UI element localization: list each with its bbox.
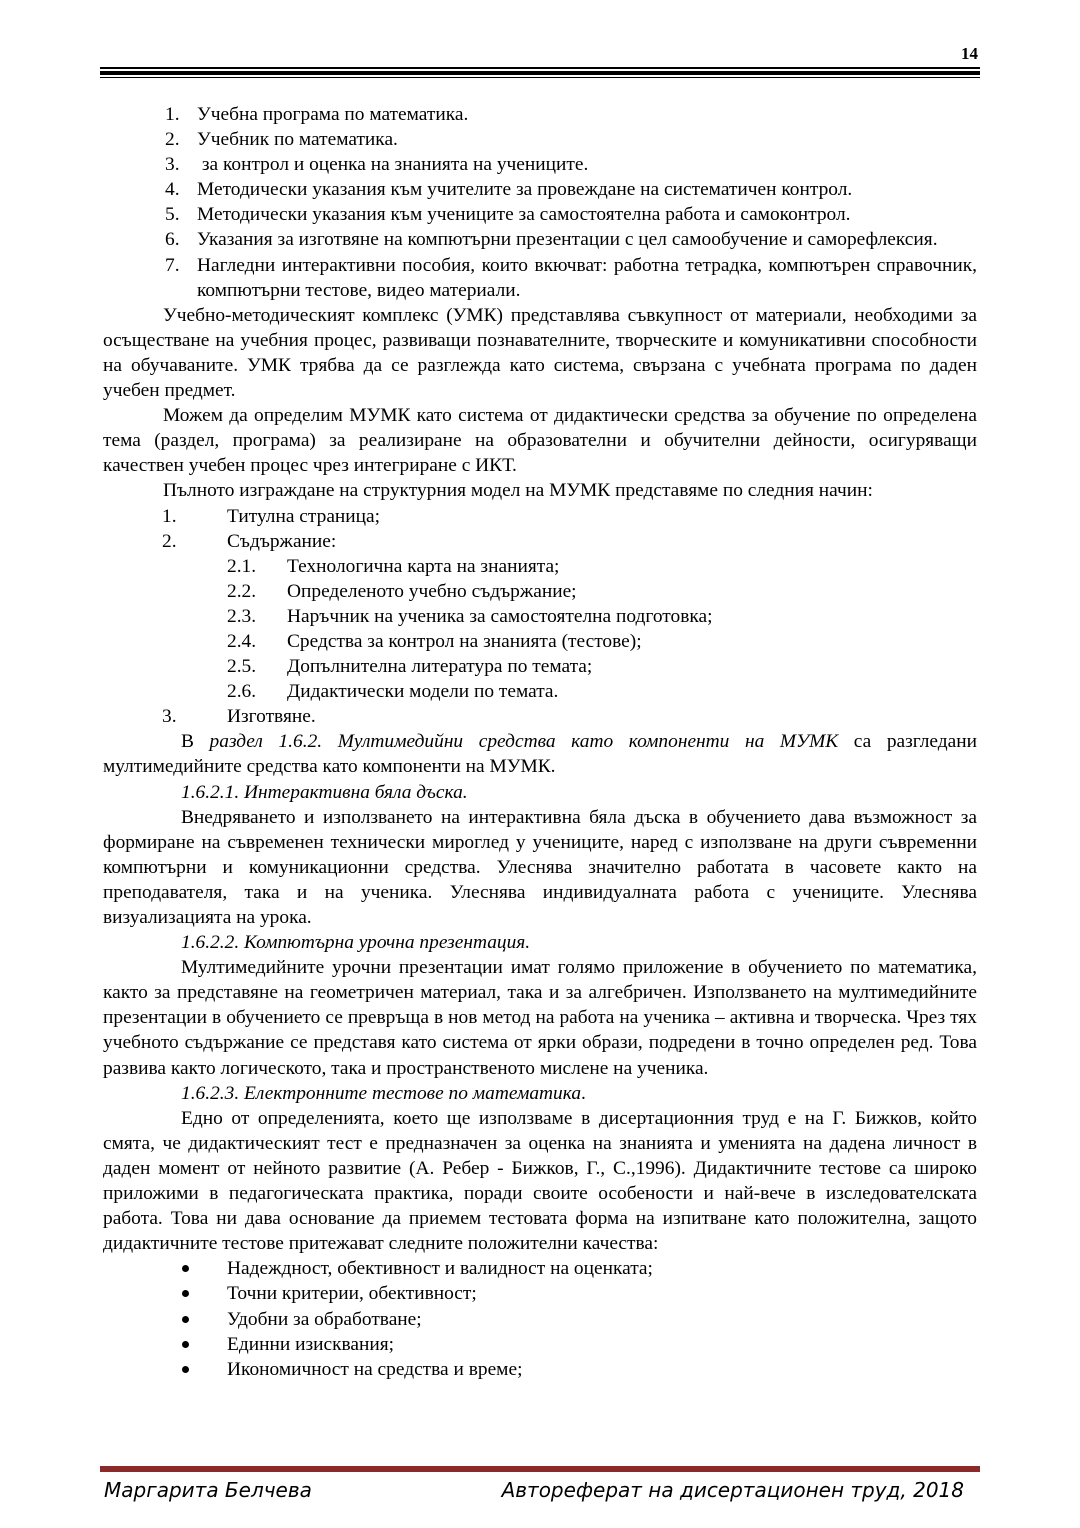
list-item: 6. Указания за изготвяне на компютърни презентации с цел самообучение и саморефлексия.	[165, 229, 938, 251]
header-rule	[100, 77, 980, 78]
paragraph-board: Внедряването и използването на интерактивна бяла дъска в обучението дава възможност за формиране на съвременен технически мироглед у учениците, наред с използване на други съвременни компютърни и комуникационни средства. Улеснява значително работата в часовете както на преподавателя, така и на ученика. Улеснява индивидуалната работа с учениците. Улеснява визуализацията на урока.	[103, 806, 977, 928]
list-item: 5. Методически указания към учениците за самостоятелна работа и самоконтрол.	[165, 204, 851, 226]
list-item: 1. Учебна програма по математика.	[165, 104, 469, 125]
list-item: 4. Методически указания към учителите за провеждане на систематичен контрол.	[165, 179, 853, 201]
sub-list-item: 2.6. Дидактически модели по темата.	[227, 681, 559, 703]
paragraph-mumk: Можем да определим МУМК като система от дидактически средства за обучение по определена тема (раздел, програма) за реализиране на образователни и обучителни дейности, осигуряващи качествен учебен процес чрез интегриране с ИКТ.	[103, 405, 977, 477]
header-rule	[100, 71, 980, 75]
footer-author: Маргарита Белчева	[104, 1478, 312, 1502]
section-heading: 1.6.2.2. Компютърна урочна презентация.	[181, 932, 531, 954]
bullet-item: Икономичност на средства и време;	[103, 1357, 977, 1382]
section-heading: 1.6.2.3. Електронните тестове по математика.	[181, 1082, 586, 1104]
paragraph-umk: Учебно-методическият комплекс (УМК) представлява съвкупност от материали, необходими за осъществане на учебния процес, развиващи познавателните, творческите и комуникативни способности на обучаваните. УМК трябва да се разглежда като система, свързана с учебната програма по даден учебен предмет.	[103, 304, 977, 402]
header-rule	[100, 67, 980, 69]
bullet-item: Точни критерии, обективност;	[103, 1281, 977, 1306]
paragraph-section-ref: В раздел 1.6.2. Мултимедийни средства като компоненти на МУМК са разгледани мултимедийните средства като компоненти на МУМК.	[103, 731, 982, 778]
bullet-item: Удобни за обработване;	[103, 1307, 977, 1332]
paragraph-model: Пълното изграждане на структурния модел на МУМК представяме по следния начин:	[163, 480, 873, 502]
paragraph-presentation: Мултимедийните урочни презентации имат голямо приложение в обучението по математика, както за представяне на геометричен материал, така и за алгебричен. Използването на мултимедийните презентации в обучението се превръща в нов метод на работа на ученика – активна и творческа. Чрез тях учебното съдържание се представя като система от ярки образи, подредени в точно определен ред. Това развива както логическото, така и пространственото мислене на ученика.	[103, 957, 977, 1079]
page-number: 14	[961, 44, 978, 63]
list-item: 2. Съдържание:	[162, 530, 337, 552]
bullet-icon	[182, 1316, 189, 1323]
list-item: 2. Учебник по математика.	[165, 129, 398, 151]
list-item: 7. Нагледни интерактивни пособия, които вкючват: работна тетрадка, компютърен справочник, компютърни тестове, видео материали.	[165, 254, 977, 301]
list-item: 1. Титулна страница;	[162, 505, 381, 527]
bullet-icon	[182, 1366, 189, 1373]
footer-rule	[100, 1466, 980, 1472]
paragraph-tests: Едно от определенията, което ще използваме в дисертационния труд е на Г. Бижков, който смята, че дидактическият тест е предназначен за оценка на знанията и уменията на дадена личност в даден момент от нейното развитие (А. Ребер - Бижков, Г., С.,1996). Дидактичните тестове са широко приложими в педагогическата практика, поради своите особености и най-вече в изследователската работа. Това ни дава основание да приемем тестовата форма на изпитване като положителна, защото дидактичните тестове притежават следните положителни качества:	[103, 1107, 977, 1255]
document-body	[103, 102, 982, 1382]
bullet-icon	[182, 1290, 189, 1297]
sub-list-item: 2.2. Определеното учебно съдържание;	[227, 580, 577, 602]
sub-list-item: 2.4. Средства за контрол на знанията (тестове);	[227, 630, 642, 652]
sub-list-item: 2.3. Наръчник на ученика за самостоятелна подготовка;	[227, 605, 713, 627]
sub-list-item: 2.1. Технологична карта на знанията;	[227, 555, 560, 577]
bullet-icon	[182, 1265, 189, 1272]
list-item: 3. за контрол и оценка на знанията на учениците.	[165, 154, 589, 176]
bullet-item: Надеждност, обективност и валидност на оценката;	[103, 1256, 977, 1281]
list-item: 3. Изготвяне.	[162, 706, 316, 728]
footer-title: Автореферат на дисертационен труд, 2018	[501, 1478, 964, 1502]
bullet-icon	[182, 1341, 189, 1348]
bullet-item: Единни изисквания;	[103, 1332, 977, 1357]
section-heading: 1.6.2.1. Интерактивна бяла дъска.	[181, 781, 468, 803]
sub-list-item: 2.5. Допълнителна литература по темата;	[227, 656, 593, 678]
